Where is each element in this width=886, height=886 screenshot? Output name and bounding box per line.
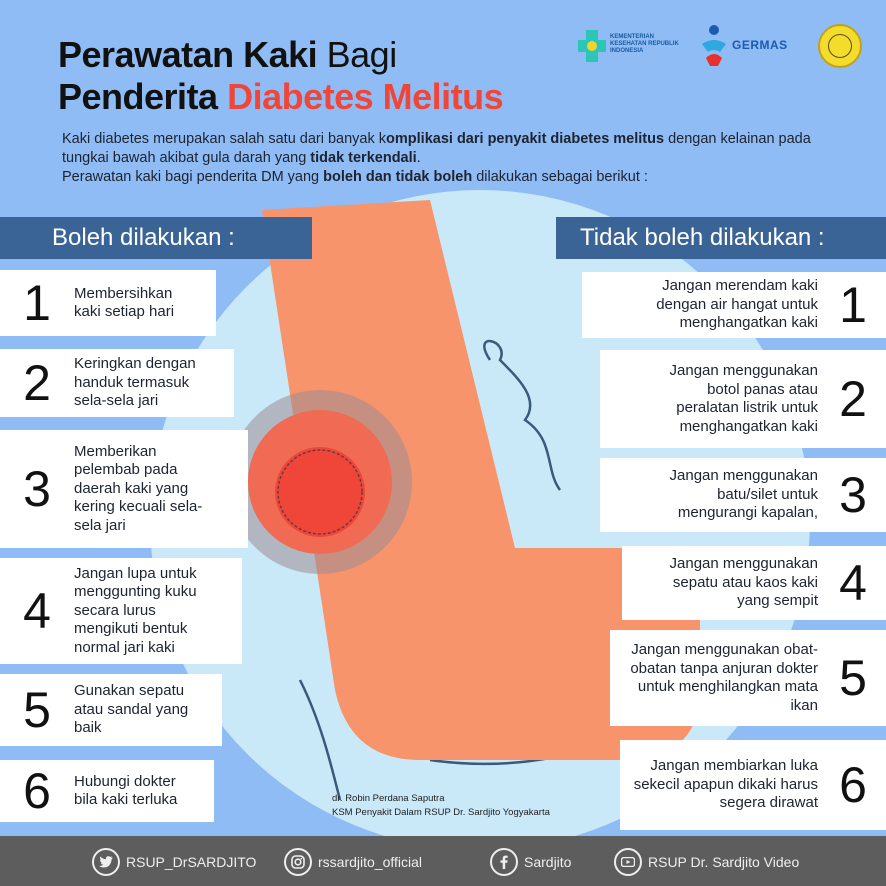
- wound-core: [275, 447, 365, 537]
- tidak-boleh-item-text: Jangan menggunakan batu/silet untuk mengurangi kapalan,: [669, 467, 818, 522]
- tidak-boleh-item-text: Jangan menggunakan sepatu atau kaos kaki yang sempit: [669, 555, 818, 610]
- title-line1-bold: Perawatan Kaki: [58, 34, 318, 75]
- facebook-link[interactable]: [490, 848, 571, 876]
- tidak-boleh-item: [582, 272, 886, 338]
- germas-logo: [698, 22, 798, 72]
- boleh-item: [0, 270, 216, 336]
- instagram-icon: [284, 848, 312, 876]
- title-line2-red: Diabetes Melitus: [227, 76, 504, 117]
- intro-p1-c: dengan kelainan pada tungkai bawah akibat gula darah yang: [62, 131, 811, 166]
- tidak-boleh-item-text: Jangan menggunakan obat-obatan tanpa anjuran dokter untuk menghilangkan mata ikan: [630, 641, 818, 714]
- intro-p1-a: Kaki diabetes merupakan salah satu dari banyak k: [62, 131, 387, 147]
- title-line2-bold: Penderita: [58, 76, 218, 117]
- credit-affiliation: KSM Penyakit Dalam RSUP Dr. Sardjito Yogyakarta: [332, 807, 550, 818]
- kemenkes-icon: [576, 26, 608, 66]
- boleh-item-text: Membersihkan kaki setiap hari: [74, 284, 175, 320]
- boleh-item-number: 2: [23, 355, 51, 411]
- germas-text: GERMAS: [732, 38, 788, 52]
- boleh-item-number: 5: [23, 682, 51, 738]
- seal-inner-icon: [828, 34, 852, 58]
- tidak-boleh-item-number: 6: [839, 757, 867, 813]
- intro-p2-c: dilakukan sebagai berikut :: [472, 169, 648, 185]
- tidak-boleh-item-text: Jangan menggunakan botol panas atau peralatan listrik untuk menghangatkan kaki: [669, 362, 818, 435]
- kemenkes-logo: [576, 26, 686, 70]
- tidak-boleh-item: [620, 740, 886, 830]
- boleh-item: [0, 430, 248, 548]
- germas-icon: [698, 22, 730, 68]
- page-title: [58, 34, 503, 118]
- boleh-item-number: 4: [23, 583, 51, 639]
- intro-paragraph-2: [62, 168, 842, 187]
- tidak-boleh-heading: Tidak boleh dilakukan :: [556, 217, 886, 259]
- instagram-link[interactable]: [284, 848, 422, 876]
- tidak-boleh-item-text: Jangan merendam kaki dengan air hangat untuk menghangatkan kaki: [656, 277, 818, 332]
- tidak-boleh-item-number: 5: [839, 650, 867, 706]
- tidak-boleh-item-number: 1: [839, 277, 867, 333]
- boleh-item: [0, 674, 222, 746]
- boleh-item-number: 3: [23, 461, 51, 517]
- tidak-boleh-item: [600, 350, 886, 448]
- boleh-item-text: Jangan lupa untuk menggunting kuku secara lurus mengikuti bentuk normal jari kaki: [74, 564, 197, 656]
- credit-name: dr. Robin Perdana Saputra: [332, 793, 445, 804]
- boleh-item-number: 1: [23, 275, 51, 331]
- boleh-item-text: Hubungi dokter bila kaki terluka: [74, 772, 178, 808]
- tidak-boleh-item-number: 2: [839, 371, 867, 427]
- tidak-boleh-item: [610, 630, 886, 726]
- twitter-icon: [92, 848, 120, 876]
- youtube-icon: [614, 848, 642, 876]
- tidak-boleh-item-number: 4: [839, 555, 867, 611]
- intro-paragraph-1: [62, 130, 842, 168]
- tidak-boleh-item-number: 3: [839, 467, 867, 523]
- boleh-item-text: Memberikan pelembab pada daerah kaki yang kering kecuali sela-sela jari: [74, 442, 203, 534]
- intro-p2-b: boleh dan tidak boleh: [323, 169, 473, 185]
- tidak-boleh-item: [622, 546, 886, 620]
- instagram-handle: rssardjito_official: [318, 854, 423, 870]
- boleh-item: [0, 760, 214, 822]
- intro-text: [62, 130, 842, 187]
- tidak-boleh-item: [600, 458, 886, 532]
- title-line1-light: Bagi: [317, 34, 397, 75]
- boleh-item-number: 6: [23, 763, 51, 819]
- author-credit: [332, 792, 550, 820]
- twitter-link[interactable]: [92, 848, 256, 876]
- kemenkes-text: KEMENTERIAN KESEHATAN REPUBLIK INDONESIA: [610, 34, 679, 54]
- twitter-handle: RSUP_DrSARDJITO: [126, 854, 257, 870]
- youtube-link[interactable]: [614, 848, 799, 876]
- hospital-seal-logo: [818, 24, 862, 68]
- facebook-handle: Sardjito: [524, 854, 572, 870]
- intro-p1-b: omplikasi dari penyakit diabetes melitus: [386, 131, 665, 147]
- boleh-heading: Boleh dilakukan :: [0, 217, 312, 259]
- tidak-boleh-item-text: Jangan membiarkan luka sekecil apapun dikaki harus segera dirawat: [633, 757, 818, 812]
- youtube-channel: RSUP Dr. Sardjito Video: [648, 854, 800, 870]
- boleh-item: [0, 349, 234, 417]
- intro-p2-a: Perawatan kaki bagi penderita DM yang: [62, 169, 324, 185]
- facebook-icon: [490, 848, 518, 876]
- boleh-item: [0, 558, 242, 664]
- boleh-item-text: Keringkan dengan handuk termasuk sela-sela jari: [74, 355, 196, 410]
- social-footer: [0, 836, 886, 886]
- intro-p1-e: .: [416, 150, 421, 166]
- intro-p1-d: tidak terkendali: [310, 150, 417, 166]
- boleh-item-text: Gunakan sepatu atau sandal yang baik: [74, 682, 189, 737]
